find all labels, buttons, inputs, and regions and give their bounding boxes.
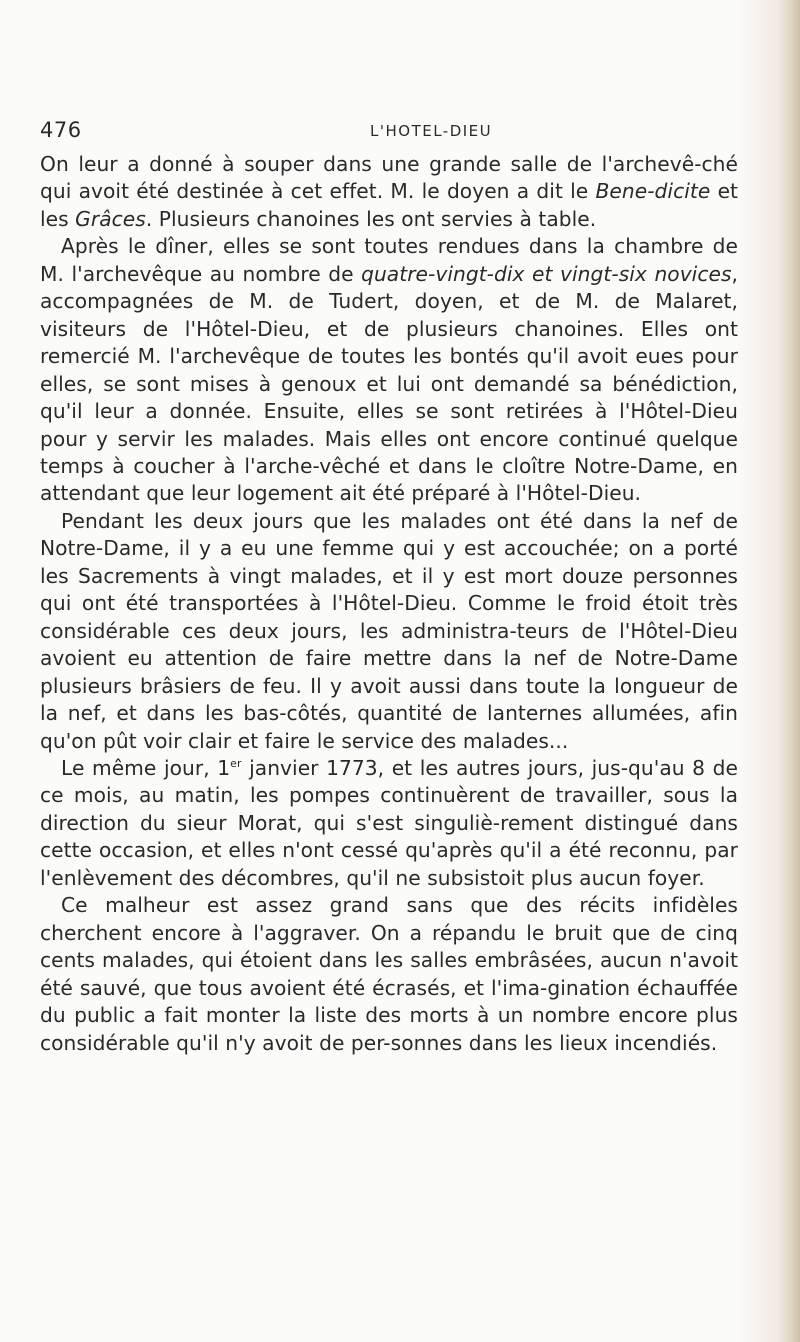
paragraph-2 [40,233,738,508]
page-header [40,118,740,148]
body-text [40,151,738,1057]
paragraph-1-benedicite: Bene-dicite [595,179,711,204]
paragraph-2-novices: quatre-vingt-dix et vingt-six novices [361,261,732,286]
paragraph-4 [40,755,738,892]
paragraph-4-part-1: Le même jour, 1 [61,755,231,780]
page-number: 476 [40,118,82,142]
running-head: L'HOTEL-DIEU [370,122,493,140]
paragraph-1-part-2: et les [40,179,739,231]
page-edge-shadow [778,0,800,1342]
paragraph-2-part-1: Après le dîner, elles se sont toutes rendues dans la chambre de M. l'archevêque au nombre de [40,234,738,286]
paragraph-1-graces: Grâces [75,206,146,231]
paragraph-3: Pendant les deux jours que les malades ont été dans la nef de Notre-Dame, il y a eu une femme qui y est accouchée; on a porté les Sacrements à vingt malades, et il y est mort douze personnes qui ont été transportées à l'Hôtel-Dieu. Comme le froid étoit très considérable ces deux jours, les administra-teurs de l'Hôtel-Dieu avoient eu attention de faire mettre dans la nef de Notre-Dame plusieurs brâsiers de feu. Il y avoit aussi dans toute la longueur de la nef, et dans les bas-côtés, quantité de lanternes allumées, afin qu'on pût voir clair et faire le service des malades... [40,508,738,753]
paragraph-4-part-2: janvier 1773, et les autres jours, jus-qu'au 8 de ce mois, au matin, les pompes continuèrent de travailler, sous la direction du sieur Morat, qui s'est singuliè-rement distingué dans cette occasion, et elles n'ont cessé qu'après qu'il a été reconnu, par l'enlèvement des décombres, qu'il ne subsistoit plus aucun foyer. [40,755,738,890]
paragraph-1-part-3: . Plusieurs chanoines les ont servies à table. [145,206,597,231]
paragraph-1 [40,151,738,233]
paragraph-1-part-1: On leur a donné à souper dans une grande salle de l'archevê-ché qui avoit été destinée à cet effet. M. le doyen a dit le [40,152,738,204]
paragraph-2-part-2: , accompagnées de M. de Tudert, doyen, et de M. de Malaret, visiteurs de l'Hôtel-Dieu, et de plusieurs chanoines. Elles ont remercié M. l'archevêque de toutes les bontés qu'il avoit eues pour elles, se sont mises à genoux et lui ont demandé sa bénédiction, qu'il leur a donnée. Ensuite, elles se sont retirées à l'Hôtel-Dieu pour y servir les malades. Mais elles ont encore continué quelque temps à coucher à l'arche-vêché et dans le cloître Notre-Dame, en attendant que leur logement ait été préparé à l'Hôtel-Dieu. [40,261,739,506]
ordinal-superscript: er [230,756,242,770]
paragraph-5: Ce malheur est assez grand sans que des récits infidèles cherchent encore à l'aggraver. On a répandu le bruit que de cinq cents malades, qui étoient dans les salles embrâsées, aucun n'avoit été sauvé, que tous avoient été écrasés, et l'ima-gination échauffée du public a fait monter la liste des morts à un nombre encore plus considérable qu'il n'y avoit de per-sonnes dans les lieux incendiés. [40,893,738,1055]
